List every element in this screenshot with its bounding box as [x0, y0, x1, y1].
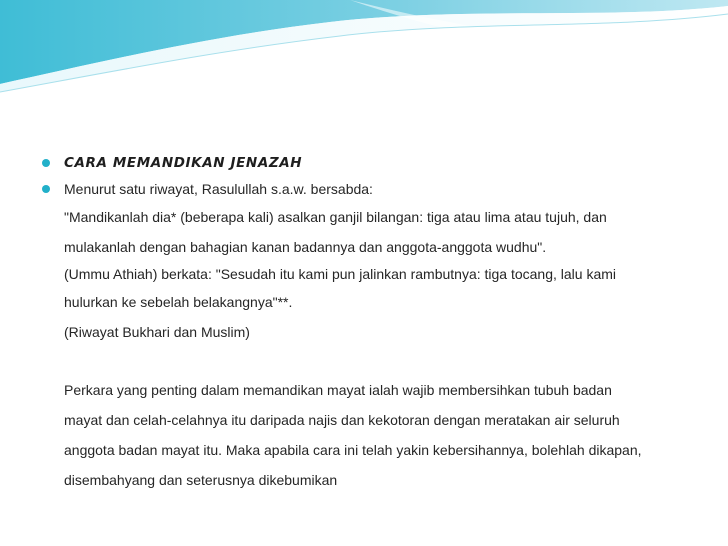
slide-title: CARA MEMANDIKAN JENAZAH — [64, 155, 303, 171]
hadith-line: (Ummu Athiah) berkata: "Sesudah itu kami pun jalinkan rambutnya: tiga tocang, lalu kami — [64, 266, 617, 282]
closing-line: anggota badan mayat itu. Maka apabila cara ini telah yakin kebersihannya, bolehlah dikapan, — [64, 442, 642, 458]
bullet-dot-icon — [42, 185, 50, 193]
closing-line: disembahyang dan seterusnya dikebumikan — [64, 472, 338, 488]
paragraph-spacer — [64, 347, 702, 375]
hadith-line: hulurkan ke sebelah belakangnya"**. — [64, 294, 293, 310]
closing-line: Perkara yang penting dalam memandikan mayat ialah wajib membersihkan tubuh badan — [64, 382, 612, 398]
hadith-paragraph — [64, 202, 702, 495]
intro-text: Menurut satu riwayat, Rasulullah s.a.w. bersabda: — [64, 181, 373, 197]
header-wave-decoration — [0, 0, 728, 96]
hadith-line: mulakanlah dengan bahagian kanan badannya dan anggota-anggota wudhu". — [64, 239, 547, 255]
slide-content — [42, 150, 702, 495]
hadith-line: "Mandikanlah dia* (beberapa kali) asalkan ganjil bilangan: tiga atau lima atau tujuh, dan — [64, 209, 607, 225]
closing-line: mayat dan celah-celahnya itu daripada najis dan kekotoran dengan meratakan air seluruh — [64, 412, 620, 428]
hadith-line: (Riwayat Bukhari dan Muslim) — [64, 324, 250, 340]
bullet-intro-row — [42, 176, 702, 202]
bullet-title-row — [42, 150, 702, 176]
bullet-dot-icon — [42, 159, 50, 167]
